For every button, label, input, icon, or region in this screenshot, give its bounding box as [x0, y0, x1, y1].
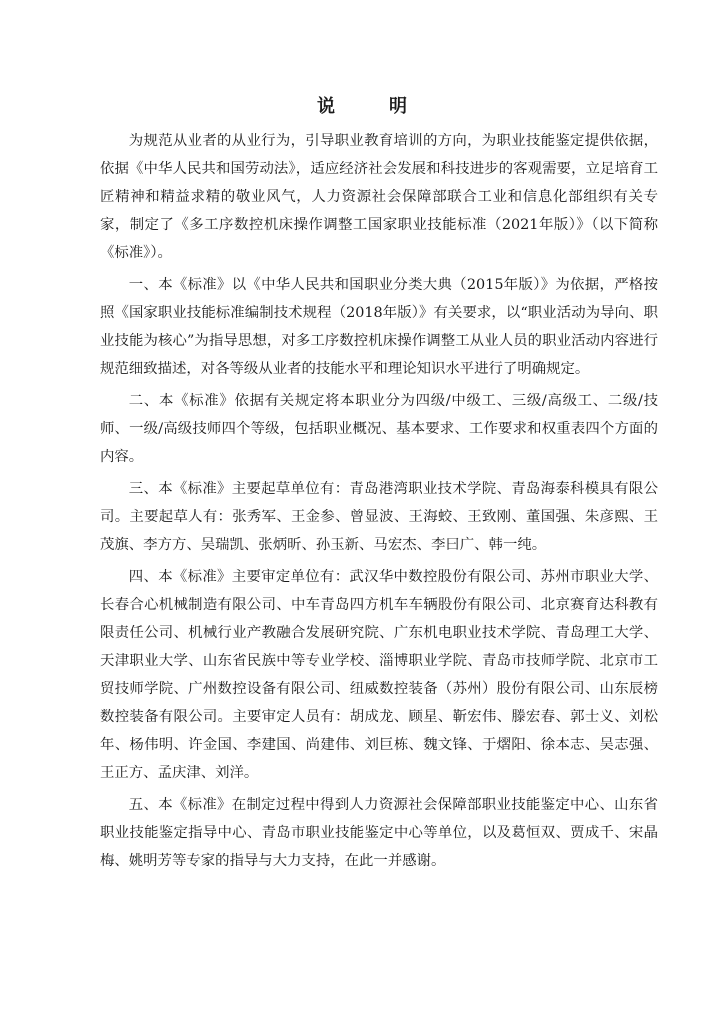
- paragraph-item-1: 一、本《标准》以《中华人民共和国职业分类大典（2015年版）》为依据，严格按照《国家职业技能标准编制技术规程（2018年版）》有关要求，以“职业活动为导向、职业技能为核心”为指导思想，对多工序数控机床操作调整工从业人员的职业活动内容进行规范细致描述，对各等级从业者的技能水平和理论知识水平进行了明确规定。: [100, 277, 658, 377]
- paragraph-item-5: 五、本《标准》在制定过程中得到人力资源社会保障部职业技能鉴定中心、山东省职业技能鉴定指导中心、青岛市职业技能鉴定中心等单位，以及葛恒双、贾成千、宋晶梅、姚明芳等专家的指导与大力支持，在此一并感谢。: [100, 797, 658, 869]
- paragraph-item-3: 三、本《标准》主要起草单位有：青岛港湾职业技术学院、青岛海泰科模具有限公司。主要起草人有：张秀军、王金参、曾显波、王海蛟、王致刚、董国强、朱彦熙、王茂旗、李方方、吴瑞凯、张炳昕、孙玉新、马宏杰、李曰广、韩一纯。: [100, 481, 658, 553]
- paragraph-intro: 为规范从业者的从业行为，引导职业教育培训的方向，为职业技能鉴定提供依据，依据《中华人民共和国劳动法》，适应经济社会发展和科技进步的客观需要，立足培育工匠精神和精益求精的敬业风气，人力资源社会保障部联合工业和信息化部组织有关专家，制定了《多工序数控机床操作调整工国家职业技能标准（2021年版）》（以下简称《标准》）。: [100, 133, 658, 261]
- document-body: [100, 127, 658, 879]
- paragraph-item-2: 二、本《标准》依据有关规定将本职业分为四级/中级工、三级/高级工、二级/技师、一级/高级技师四个等级，包括职业概况、基本要求、工作要求和权重表四个方面的内容。: [100, 393, 658, 465]
- page-title: 说 明: [317, 96, 425, 117]
- paragraph-item-4: 四、本《标准》主要审定单位有：武汉华中数控股份有限公司、苏州市职业大学、长春合心机械制造有限公司、中车青岛四方机车车辆股份有限公司、北京赛育达科教有限责任公司、机械行业产教融合发展研究院、广东机电职业技术学院、青岛理工大学、天津职业大学、山东省民族中等专业学校、淄博职业学院、青岛市技师学院、北京市工贸技师学院、广州数控设备有限公司、纽威数控装备（苏州）股份有限公司、山东辰榜数控装备有限公司。主要审定人员有：胡成龙、顾星、靳宏伟、滕宏春、郭士义、刘松年、杨伟明、许金国、李建国、尚建伟、刘巨栋、魏文锋、于熠阳、徐本志、吴志强、王正方、孟庆津、刘洋。: [100, 569, 658, 781]
